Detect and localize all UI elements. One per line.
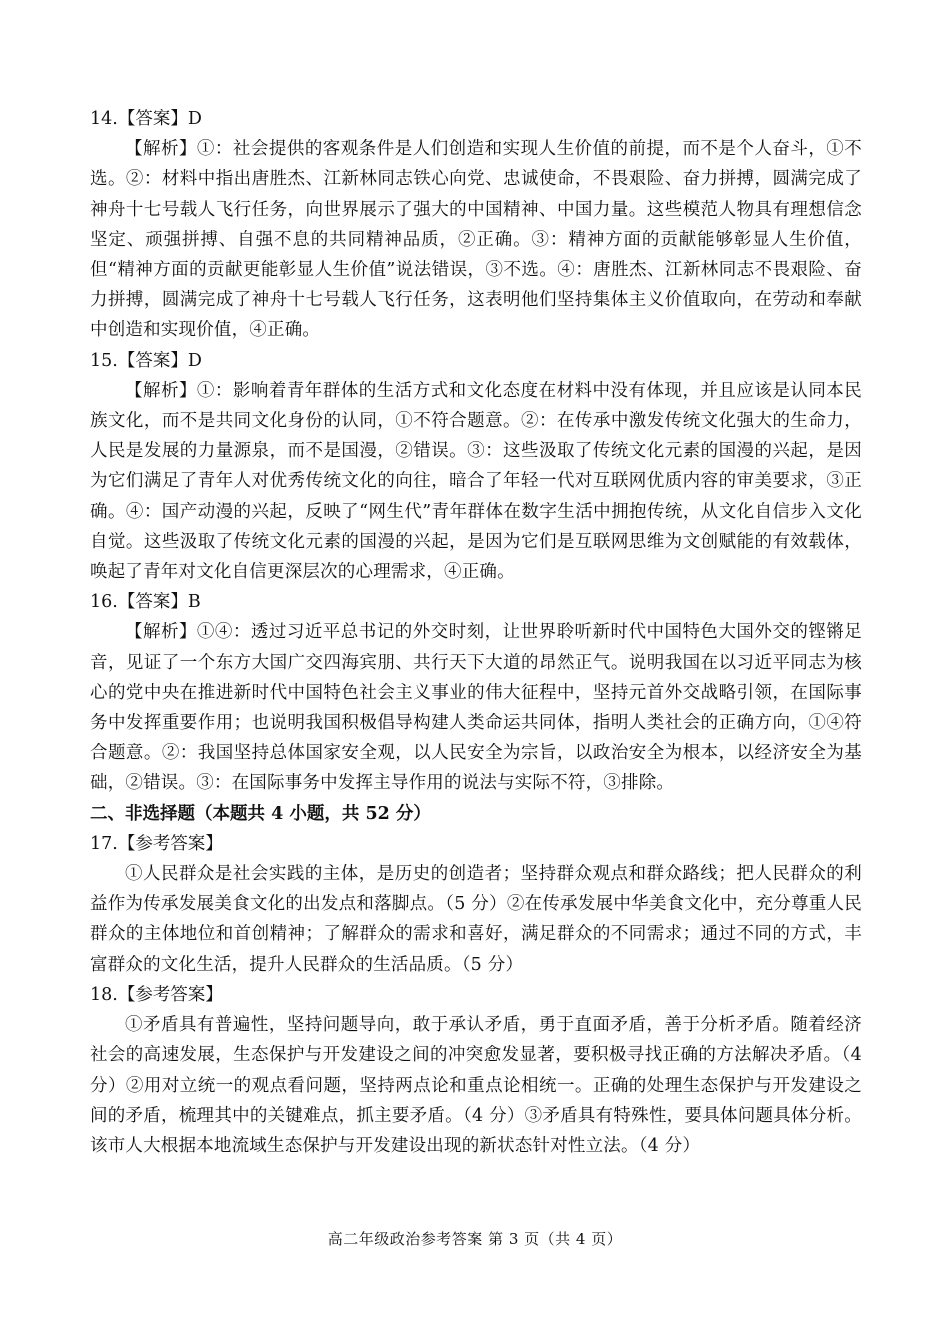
page-footer: 高二年级政治参考答案 第 3 页（共 4 页）	[327, 1230, 623, 1248]
q16-analysis: 【解析】①④：透过习近平总书记的外交时刻，让世界聆听新时代中国特色大国外交的铿锵足音，见证了一个东方大国广交四海宾朋、共行天下大道的昂然正气。说明我国在以习近平同志为核心的党中央在推进新时代中国特色社会主义事业的伟大征程中，坚持元首外交战略引领，在国际事务中发挥重要作用；也说明我国积极倡导构建人类命运共同体，指明人类社会的正确方向，①④符合题意。②：我国坚持总体国家安全观，以人民安全为宗旨，以政治安全为根本，以经济安全为基础，②错误。③：在国际事务中发挥主导作用的说法与实际不符，③排除。	[90, 622, 862, 794]
q17-reference-answer: ①人民群众是社会实践的主体，是历史的创造者；坚持群众观点和群众路线；把人民群众的利益作为传承发展美食文化的出发点和落脚点。（5 分）②在传承发展中华美食文化中，充分尊重人民群众的主体地位和首创精神；了解群众的需求和喜好，满足群众的不同需求；通过不同的方式，丰富群众的文化生活，提升人民群众的生活品质。（5 分）	[90, 864, 862, 975]
q17-answer-head: 17.【参考答案】	[90, 833, 223, 854]
q14-answer-head: 14.【答案】D	[90, 109, 202, 129]
q18-reference-answer: ①矛盾具有普遍性，坚持问题导向，敢于承认矛盾，勇于直面矛盾，善于分析矛盾。随着经济社会的高速发展，生态保护与开发建设之间的冲突愈发显著，要积极寻找正确的方法解决矛盾。（4 分）②用对立统一的观点看问题，坚持两点论和重点论相统一。正确的处理生态保护与开发建设之间的矛盾，梳理其中的关键难点，抓主要矛盾。（4 分）③矛盾具有特殊性，要具体问题具体分析。该市人大根据本地流域生态保护与开发建设出现的新状态针对性立法。（4 分）	[90, 1015, 862, 1156]
q18-answer-head: 18.【参考答案】	[90, 984, 223, 1005]
q15-answer-head: 15.【答案】D	[90, 350, 202, 371]
q16-answer-head: 16.【答案】B	[90, 592, 201, 613]
q14-analysis: 【解析】①：社会提供的客观条件是人们创造和实现人生价值的前提，而不是个人奋斗，①不选。②：材料中指出唐胜杰、江新林同志铁心向党、忠诚使命，不畏艰险、奋力拼搏，圆满完成了神舟十七号载人飞行任务，向世界展示了强大的中国精神、中国力量。这些模范人物具有理想信念坚定、顽强拼搏、自强不息的共同精神品质，②正确。③：精神方面的贡献能够彰显人生价值，但“精神方面的贡献更能彰显人生价值”说法错误，③不选。④：唐胜杰、江新林同志不畏艰险、奋力拼搏，圆满完成了神舟十七号载人飞行任务，这表明他们坚持集体主义价值取向，在劳动和奉献中创造和实现价值，④正确。	[90, 139, 862, 341]
answer-document	[90, 104, 862, 1161]
section-title-non-choice: 二、非选择题（本题共 4 小题，共 52 分）	[90, 803, 431, 824]
q15-analysis: 【解析】①：影响着青年群体的生活方式和文化态度在材料中没有体现，并且应该是认同本民族文化，而不是共同文化身份的认同，①不符合题意。②：在传承中激发传统文化强大的生命力，人民是发展的力量源泉，而不是国漫，②错误。③：这些汲取了传统文化元素的国漫的兴起，是因为它们满足了青年人对优秀传统文化的向往，暗合了年轻一代对互联网优质内容的审美要求，③正确。④：国产动漫的兴起，反映了“网生代”青年群体在数字生活中拥抱传统，从文化自信步入文化自觉。这些汲取了传统文化元素的国漫的兴起，是因为它们是互联网思维为文创赋能的有效载体，唤起了青年对文化自信更深层次的心理需求，④正确。	[90, 380, 862, 583]
